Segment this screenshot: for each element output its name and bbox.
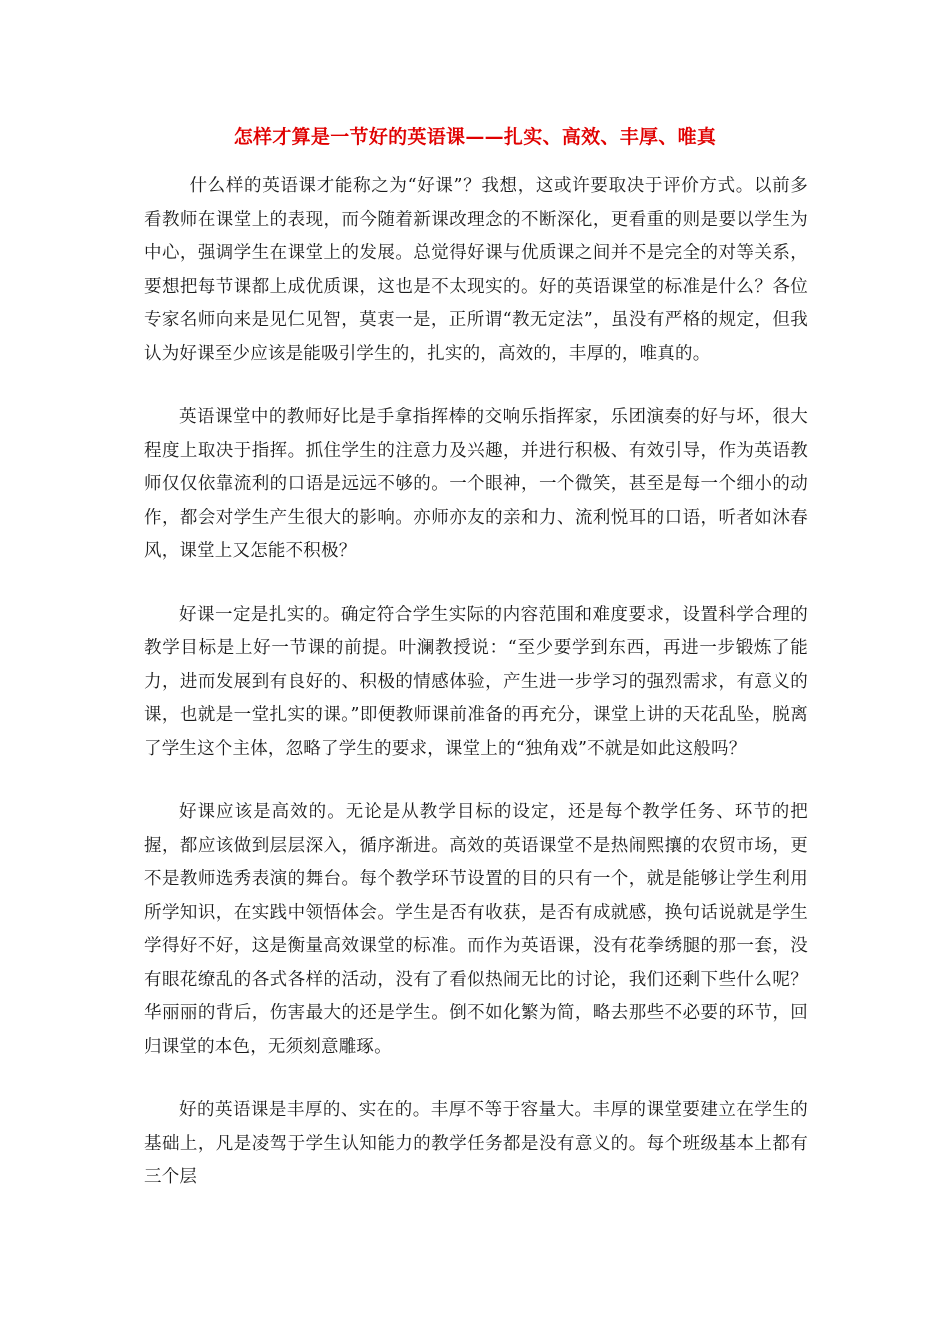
document-title: 怎样才算是一节好的英语课——扎实、高效、丰厚、唯真 (233, 126, 717, 148)
paragraph-solid: 好课一定是扎实的。确定符合学生实际的内容范围和难度要求，设置科学合理的教学目标是上好一节课的前提。叶澜教授说：“至少要学到东西，再进一步锻炼了能力，进而发展到有良好的、积极的情感体验，产生进一步学习的强烈需求，有意义的课，也就是一堂扎实的课。”即便教师课前准备的再充分，课堂上讲的天花乱坠，脱离了学生这个主体，忽略了学生的要求，课堂上的“独角戏”不就是如此这般吗？ (144, 604, 808, 759)
paragraph-rich: 好的英语课是丰厚的、实在的。丰厚不等于容量大。丰厚的课堂要建立在学生的基础上，凡是凌驾于学生认知能力的教学任务都是没有意义的。每个班级基本上都有三个层 (144, 1100, 808, 1187)
paragraph-intro: 什么样的英语课才能称之为“好课”？我想，这或许要取决于评价方式。以前多看教师在课堂上的表现，而今随着新课改理念的不断深化，更看重的则是要以学生为中心，强调学生在课堂上的发展。总觉得好课与优质课之间并不是完全的对等关系，要想把每节课都上成优质课，这也是不太现实的。好的英语课堂的标准是什么？各位专家名师向来是见仁见智，莫衷一是，正所谓“教无定法”，虽没有严格的规定，但我认为好课至少应该是能吸引学生的，扎实的，高效的，丰厚的，唯真的。 (144, 176, 808, 364)
paragraph-teacher-conductor: 英语课堂中的教师好比是手拿指挥棒的交响乐指挥家，乐团演奏的好与坏，很大程度上取决于指挥。抓住学生的注意力及兴趣，并进行积极、有效引导，作为英语教师仅仅依靠流利的口语是远远不够的。一个眼神，一个微笑，甚至是每一个细小的动作，都会对学生产生很大的影响。亦师亦友的亲和力、流利悦耳的口语，听者如沐春风，课堂上又怎能不积极？ (144, 407, 808, 561)
document-body (144, 170, 808, 1225)
paragraph-efficient: 好课应该是高效的。无论是从教学目标的设定，还是每个教学任务、环节的把握，都应该做到层层深入，循序渐进。高效的英语课堂不是热闹熙攘的农贸市场，更不是教师选秀表演的舞台。每个教学环节设置的目的只有一个，就是能够让学生利用所学知识，在实践中领悟体会。学生是否有收获，是否有成就感，换句话说就是学生学得好不好，这是衡量高效课堂的标准。而作为英语课，没有花拳绣腿的那一套，没有眼花缭乱的各式各样的活动，没有了看似热闹无比的讨论，我们还剩下些什么呢？华丽丽的背后，伤害最大的还是学生。倒不如化繁为简，略去那些不必要的环节，回归课堂的本色，无须刻意雕琢。 (144, 802, 808, 1057)
